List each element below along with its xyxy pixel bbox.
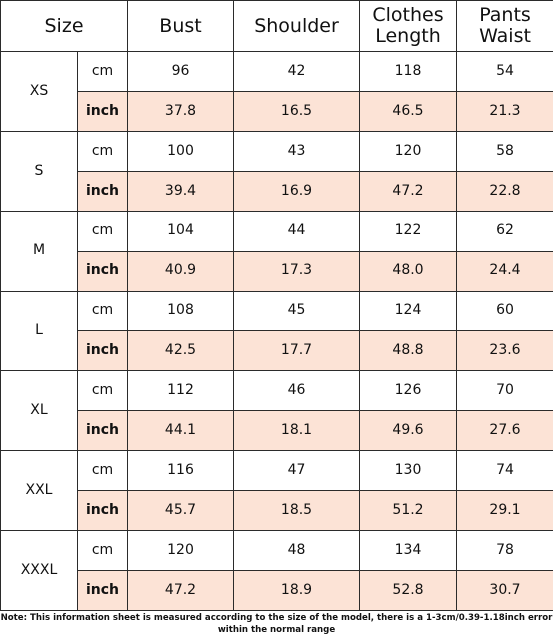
size-label: M [1,211,78,291]
cell-clothes-length: 122 [360,211,457,251]
column-header-shoulder: Shoulder [234,1,360,52]
size-label: L [1,291,78,371]
cell-clothes-length: 124 [360,291,457,331]
table-row [1,291,553,331]
size-label: S [1,131,78,211]
cell-clothes-length: 47.2 [360,171,457,211]
cell-bust: 120 [128,531,234,571]
cell-bust: 42.5 [128,331,234,371]
table-row [1,52,553,92]
cell-pants-waist: 60 [457,291,553,331]
header-row [1,1,553,52]
cell-pants-waist: 62 [457,211,553,251]
unit-label: cm [78,211,128,251]
cell-pants-waist: 70 [457,371,553,411]
size-label: XS [1,52,78,132]
table-row [1,131,553,171]
table-row [1,451,553,491]
cell-pants-waist: 23.6 [457,331,553,371]
unit-label: cm [78,451,128,491]
cell-bust: 39.4 [128,171,234,211]
cell-bust: 96 [128,52,234,92]
size-title: Size [1,1,128,52]
table-row [1,211,553,251]
cell-shoulder: 16.9 [234,171,360,211]
size-label: XXXL [1,531,78,611]
cell-shoulder: 44 [234,211,360,251]
cell-shoulder: 48 [234,531,360,571]
cell-bust: 112 [128,371,234,411]
cell-clothes-length: 120 [360,131,457,171]
cell-shoulder: 18.9 [234,570,360,610]
cell-shoulder: 17.3 [234,251,360,291]
cell-shoulder: 46 [234,371,360,411]
cell-pants-waist: 22.8 [457,171,553,211]
column-header-clothes-length: Clothes Length [360,1,457,52]
cell-pants-waist: 30.7 [457,570,553,610]
size-label: XXL [1,451,78,531]
table-row [1,411,553,451]
cell-pants-waist: 78 [457,531,553,571]
cell-shoulder: 16.5 [234,91,360,131]
unit-label: inch [78,411,128,451]
measurement-note: Note: This information sheet is measured according to the size of the model, there is a 1-3cm/0.39-1.18inch error within the normal range [0,613,553,635]
cell-clothes-length: 48.0 [360,251,457,291]
cell-bust: 47.2 [128,570,234,610]
cell-pants-waist: 74 [457,451,553,491]
table-row [1,251,553,291]
unit-label: inch [78,91,128,131]
cell-bust: 116 [128,451,234,491]
size-label: XL [1,371,78,451]
unit-label: inch [78,331,128,371]
cell-bust: 104 [128,211,234,251]
cell-pants-waist: 24.4 [457,251,553,291]
cell-bust: 100 [128,131,234,171]
unit-label: inch [78,491,128,531]
cell-clothes-length: 49.6 [360,411,457,451]
cell-clothes-length: 51.2 [360,491,457,531]
cell-clothes-length: 118 [360,52,457,92]
column-header-pants-waist: Pants Waist [457,1,553,52]
table-row [1,331,553,371]
cell-bust: 108 [128,291,234,331]
size-table-body [1,52,553,611]
cell-clothes-length: 134 [360,531,457,571]
cell-clothes-length: 126 [360,371,457,411]
cell-clothes-length: 52.8 [360,570,457,610]
cell-pants-waist: 29.1 [457,491,553,531]
cell-clothes-length: 48.8 [360,331,457,371]
unit-label: cm [78,131,128,171]
cell-shoulder: 47 [234,451,360,491]
table-row [1,491,553,531]
cell-shoulder: 17.7 [234,331,360,371]
unit-label: cm [78,52,128,92]
cell-pants-waist: 21.3 [457,91,553,131]
cell-bust: 45.7 [128,491,234,531]
table-row [1,531,553,571]
unit-label: inch [78,251,128,291]
table-row [1,371,553,411]
cell-shoulder: 42 [234,52,360,92]
cell-pants-waist: 54 [457,52,553,92]
cell-clothes-length: 130 [360,451,457,491]
table-row [1,91,553,131]
cell-shoulder: 18.5 [234,491,360,531]
unit-label: inch [78,171,128,211]
cell-bust: 44.1 [128,411,234,451]
unit-label: inch [78,570,128,610]
cell-shoulder: 18.1 [234,411,360,451]
unit-label: cm [78,371,128,411]
table-row [1,171,553,211]
cell-clothes-length: 46.5 [360,91,457,131]
cell-pants-waist: 27.6 [457,411,553,451]
cell-shoulder: 43 [234,131,360,171]
table-row [1,570,553,610]
cell-pants-waist: 58 [457,131,553,171]
unit-label: cm [78,531,128,571]
unit-label: cm [78,291,128,331]
cell-bust: 37.8 [128,91,234,131]
column-header-bust: Bust [128,1,234,52]
cell-shoulder: 45 [234,291,360,331]
cell-bust: 40.9 [128,251,234,291]
